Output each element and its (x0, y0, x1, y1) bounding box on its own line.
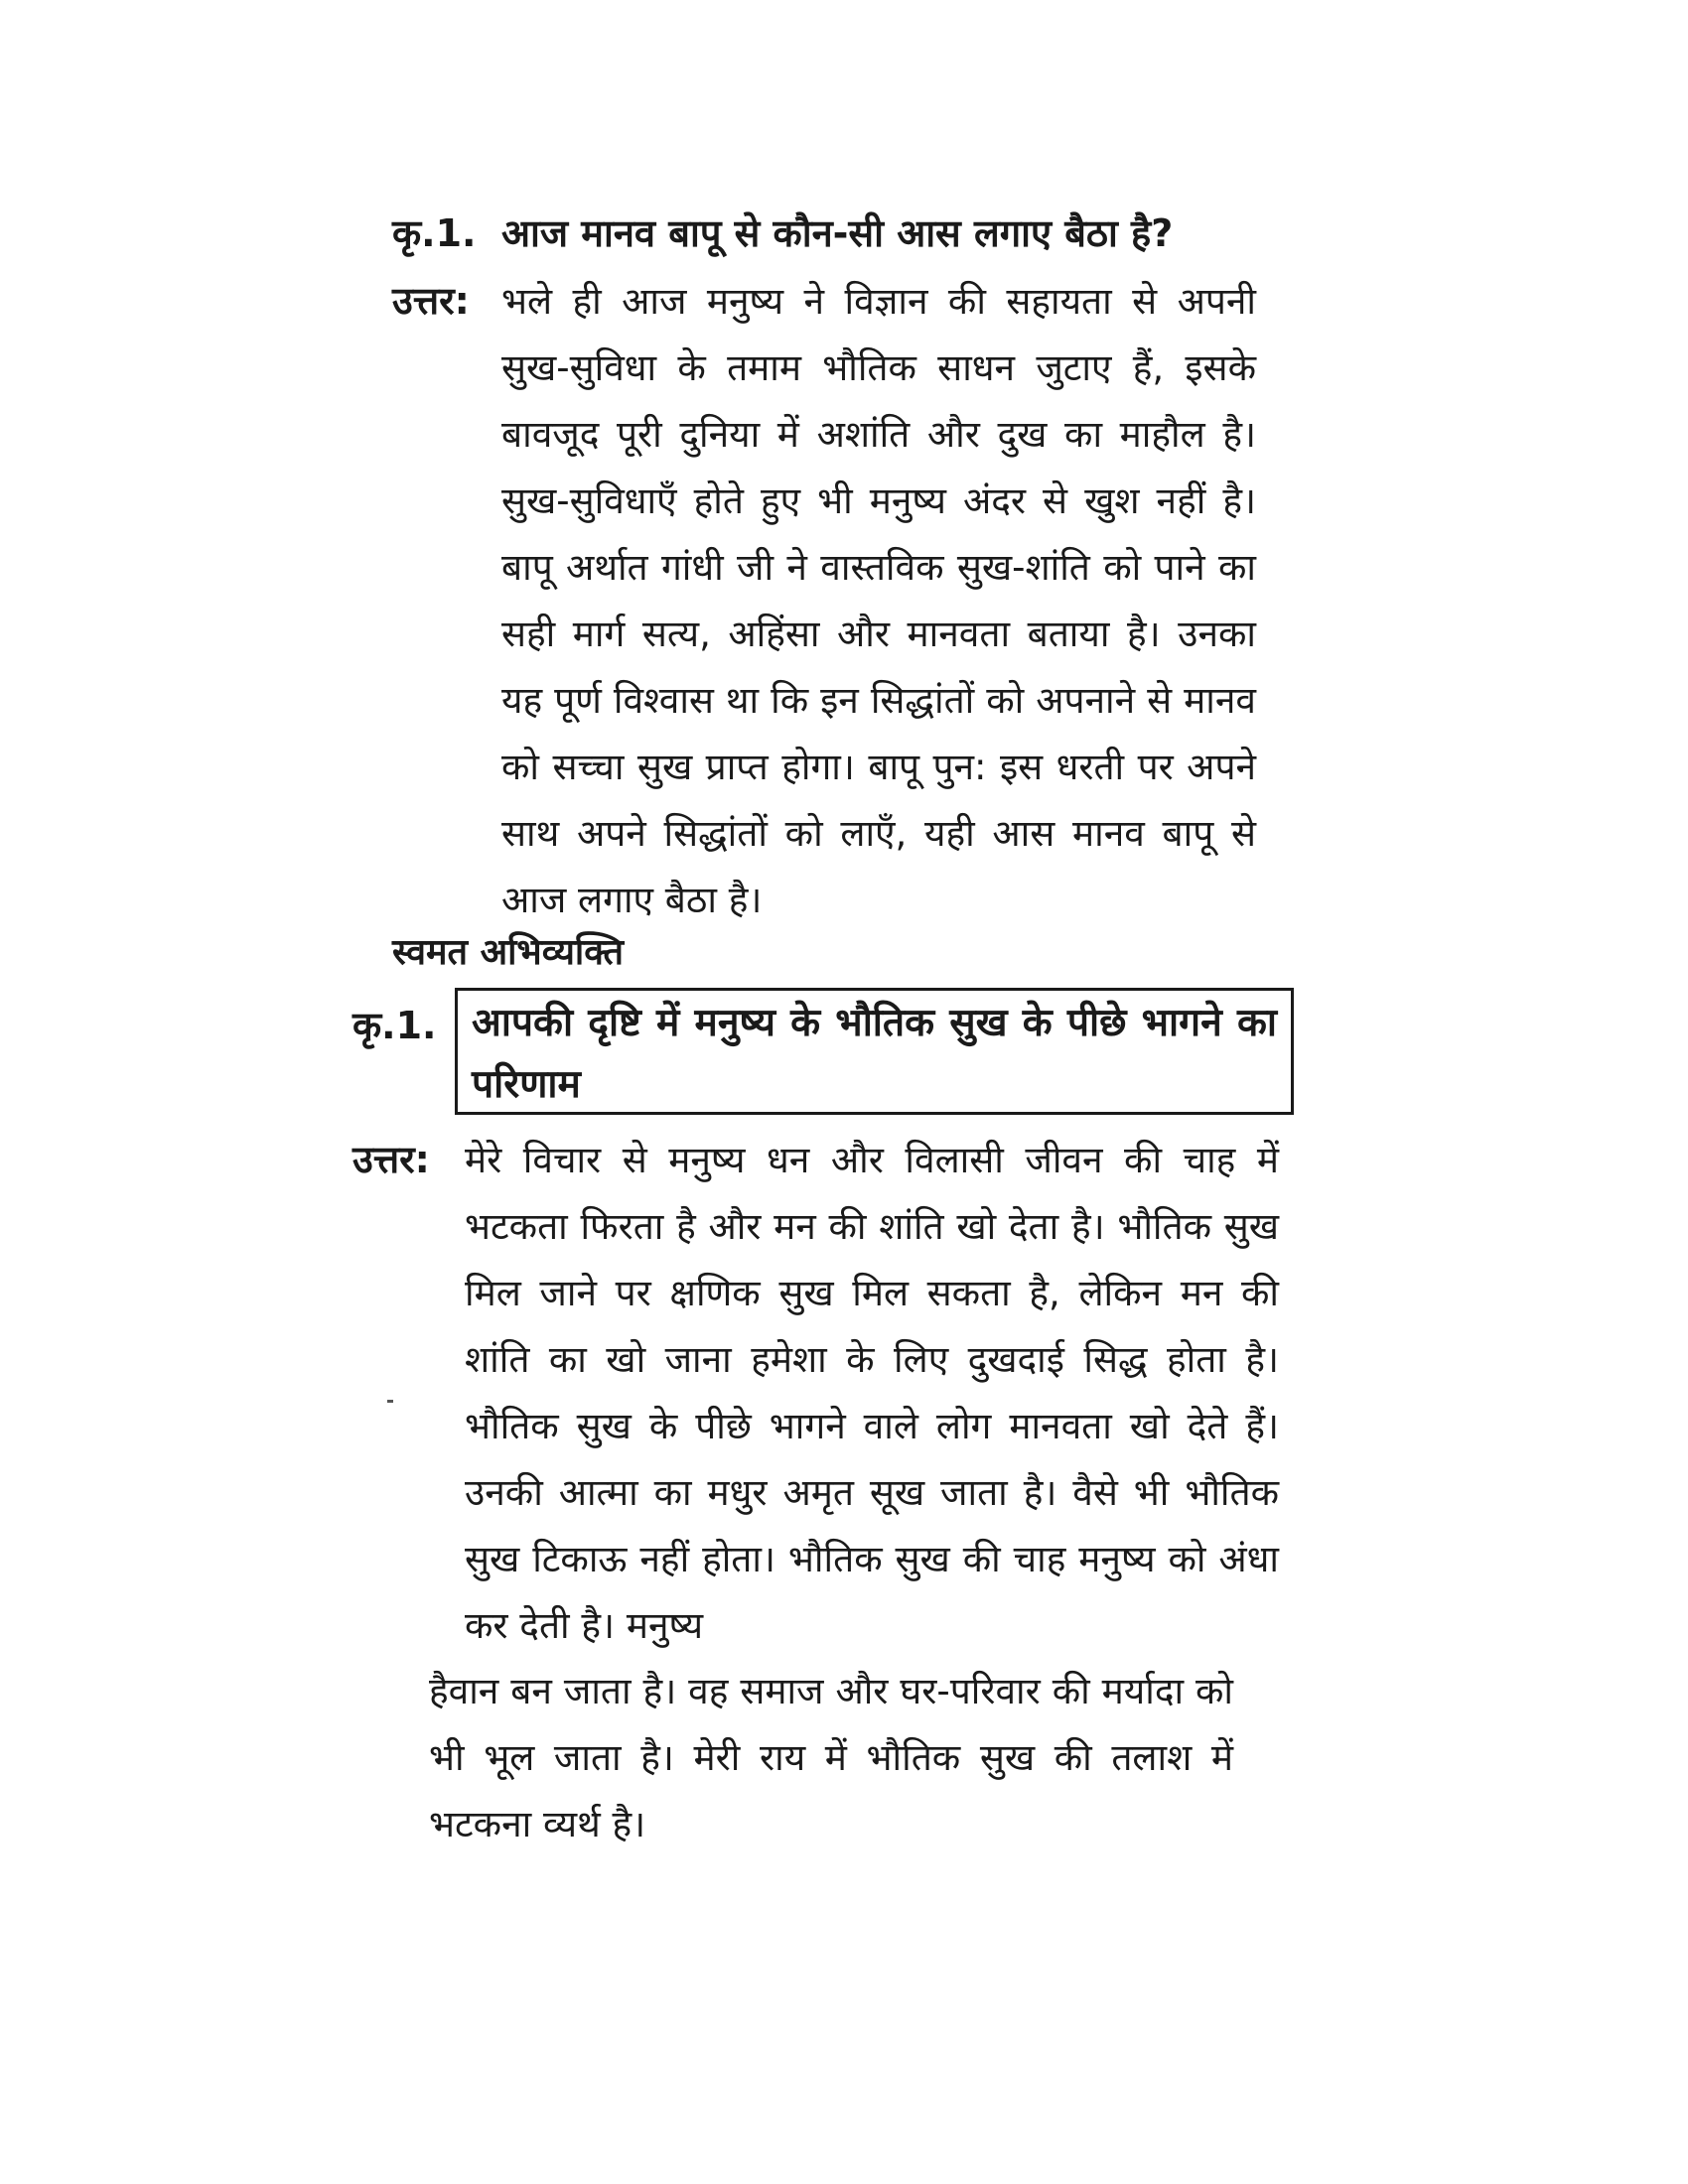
question-1-text: आज मानव बापू से कौन-सी आस लगाए बैठा है? (501, 211, 1174, 255)
answer-1-text: भले ही आज मनुष्य ने विज्ञान की सहायता से अपनी सुख-सुविधा के तमाम भौतिक साधन जुटाए हैं, इसके बावजूद पूरी दुनिया में अशांति और दुख का माहौल है। सुख-सुविधाएँ होते हुए भी मनुष्य अंदर से खुश नहीं है। बापू अर्थात गांधी जी ने वास्तविक सुख-शांति को पाने का सही मार्ग सत्य, अहिंसा और मानवता बताया है। उनका यह पूर्ण विश्वास था कि इन सिद्धांतों को अपनाने से मानव को सच्चा सुख प्राप्त होगा। बापू पुन: इस धरती पर अपने साथ अपने सिद्धांतों को लाएँ, यही आस मानव बापू से आज लगाए बैठा है। (501, 280, 1256, 921)
section-heading: स्वमत अभिव्यक्ति (392, 932, 625, 973)
answer-1-label: उत्तर: (392, 279, 470, 323)
answer-2-label: उत्तर: (352, 1138, 430, 1181)
question-2-label: कृ.1. (352, 1004, 437, 1047)
answer-2-continuation: हैवान बन जाता है। वह समाज और घर-परिवार की मर्यादा को भी भूल जाता है। मेरी राय में भौतिक सुख की तलाश में भटकना व्यर्थ है। (429, 1670, 1233, 1845)
scan-speck (387, 1400, 393, 1403)
answer-2-text: मेरे विचार से मनुष्य धन और विलासी जीवन की चाह में भटकता फिरता है और मन की शांति खो देता है। भौतिक सुख मिल जाने पर क्षणिक सुख मिल सकता है, लेकिन मन की शांति का खो जाना हमेशा के लिए दुखदाई सिद्ध होता है। भौतिक सुख के पीछे भागने वाले लोग मानवता खो देते हैं। उनकी आत्मा का मधुर अमृत सूख जाता है। वैसे भी भौतिक सुख टिकाऊ नहीं होता। भौतिक सुख की चाह मनुष्य को अंधा कर देती है। मनुष्य (465, 1139, 1279, 1647)
question-1-label: कृ.1. (392, 211, 477, 255)
question-2-box: आपकी दृष्टि में मनुष्य के भौतिक सुख के पीछे भागने का परिणाम (455, 988, 1294, 1115)
